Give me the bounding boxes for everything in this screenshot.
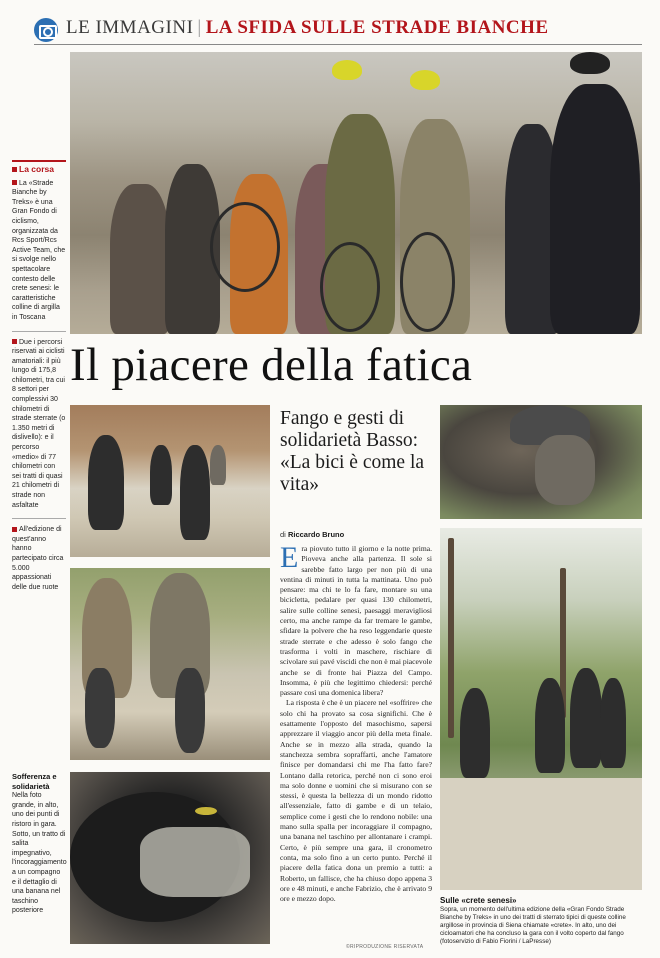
bike-wheel [85,668,115,748]
rider-figure [460,688,490,778]
photo-crete-senesi [440,528,642,890]
caption-text: Sopra, un momento dell'ultima edizione della «Gran Fondo Strade Bianche by Treks» in uno dei tratti di sterrato tipici di queste colline argillose in provincia di Siena chiamate «crete». In alto, uno dei cicloamatori che ha concluso la gara con il volto coperto dal fango [440,906,626,937]
header-title: LA SFIDA SULLE STRADE BIANCHE [205,17,549,38]
sidebar-heading-text: La corsa [19,164,54,174]
rider-figure [180,445,210,540]
caption-left [12,772,66,916]
hero-photo [70,52,642,334]
tree-trunk [448,538,454,738]
helmet [570,52,610,74]
sidebar-text: All'edizione di quest'anno hanno partecipato circa 5.000 appassionati delle due ruote [12,526,64,591]
jersey-pocket [140,827,250,897]
gravel-road [440,778,642,890]
sidebar-text: La «Strade Bianche by Treks» è una Gran Fondo di ciclismo, organizzata da Rcs Sport/Rcs Active Team, che si svolge nello spettacolare contesto delle crete senesi: le caratteristiche colline di argilla in Toscana [12,179,66,321]
dropcap: E [280,541,299,574]
photo-climb-support [70,568,270,760]
byline-prefix: di [280,530,286,539]
photo-banana-pocket [70,772,270,944]
sidebar-text: Due i percorsi riservati ai ciclisti amatoriali: il più lungo di 175,8 chilometri, tra cui 8 settori per complessivi 30 chilometri di strade sterrate (o 1.350 metri di dislivello): e il percorso «medio» di 77 chilometri con sei tratti di quasi 21 chilometri di strade non asfaltate [12,338,66,509]
sidebar-heading [12,160,66,175]
rider-figure [150,445,172,505]
sidebar-divider [12,331,66,332]
copyright-notice: ©RIPRODUZIONE RISERVATA [346,944,424,950]
byline-author: Riccardo Bruno [287,530,345,539]
page-header [0,0,660,50]
sidebar-block [12,179,66,323]
rider-figure [210,445,226,485]
camera-icon [34,18,58,42]
caption-title: Sofferenza e solidarietà [12,772,57,791]
caption-credit: (fotoservizio di Fabio Fiorini / LaPresse) [440,938,551,945]
helmet [332,60,362,80]
rider-figure [600,678,626,768]
rider-face [535,435,595,505]
sidebar-block [12,338,66,511]
bullet-icon [12,180,17,185]
article-paragraph: La risposta è che è un piacere nel «soffrire» che solo chi ha provato sa cosa significhi. Che è esattamente l'opposto del masochismo, sapersi apprezzare il viaggio ancor più della meta finale. Anche se in mezzo alla strada, quando la stanchezza sembra sopraffarti, anche l'amatore finisce per domandarsi chi me l'ha fatto fare? Lontano dalla retorica, perché non ci sono eroi ma solo donne e uomini che si misurano con se stessi, è questa la bellezza di un mondo ridotto all'essenziale, fatto di gambe e di un telaio, semplice come i gesti che lo rendono nobile: una mano sulla spalla per incoraggiare il compagno, una banana nel taschino per allontanare i crampi. Certo, è più sempre una gara, il cronometro conta, ma solo fino a un certo punto. Perché il piacere della fatica dona un premio a tutti: a Roberto, un fallisce, che ha chiuso dopo appena 3 ore e 48 minuti, e anche Fabrizio, che è arrivato 9 ore e mezzo dopo. [280,698,432,904]
bullet-icon [12,527,17,532]
caption-right [440,897,644,946]
headline: Il piacere della fatica [70,339,473,391]
header-rule [34,44,642,45]
rider-figure [550,84,640,334]
rider-figure [570,668,602,768]
article-paragraph [280,541,432,698]
byline [280,530,344,539]
bike-wheel [400,232,455,332]
sidebar-info [12,160,66,600]
rider-figure [535,678,565,773]
article-subheading: Fango e gesti di solidarietà Basso: «La bici è come la vita» [280,408,425,495]
caption-title: Sulle «crete senesi» [440,896,517,905]
header-separator: | [197,17,202,38]
article-text: ra piovuto tutto il giorno e la notte prima. Pioveva anche alla partenza. Il sole si sarebbe fatto largo per non più di una ventina di minuti in tutta la mattinata. Uno può pensare: ma chi te lo fa fare, montare su una bicicletta, pedalare per quasi 130 chilometri, salire sulle colline senesi, paesaggi meravigliosi certo, ma anche rampe da far tremare le gambe, sfidare la polvere che ha reso leggendarie queste strade sterrate e che adesso è solo fango che trasforma i volti in maschere, rischiare di scivolare sui pavé viscidi che non è mai piacevole anche se di fronte hai Piazza del Campo. Insomma, è più che legittimo chiedersi: perché passare così una domenica libera? [280,544,432,698]
bullet-icon [12,339,17,344]
header-section: LE IMMAGINI [66,17,194,38]
bike-wheel [320,242,380,332]
banana-icon [195,807,217,815]
article-body [280,541,432,904]
bike-wheel [210,202,280,292]
rider-figure [110,184,170,334]
sidebar-block [12,525,66,592]
caption-text: Nella foto grande, in alto, uno dei punti di ristoro in gara. Sotto, un tratto di salita impegnativo, l'incoraggiamento a un compagno e il dettaglio di una banana nel taschino posteriore [12,792,67,915]
helmet [410,70,440,90]
sidebar-divider [12,518,66,519]
photo-gravel-road [70,405,270,557]
photo-muddy-rider [440,405,642,519]
header-text [66,17,549,39]
bike-wheel [175,668,205,753]
rider-figure [88,435,124,530]
bullet-icon [12,167,17,172]
